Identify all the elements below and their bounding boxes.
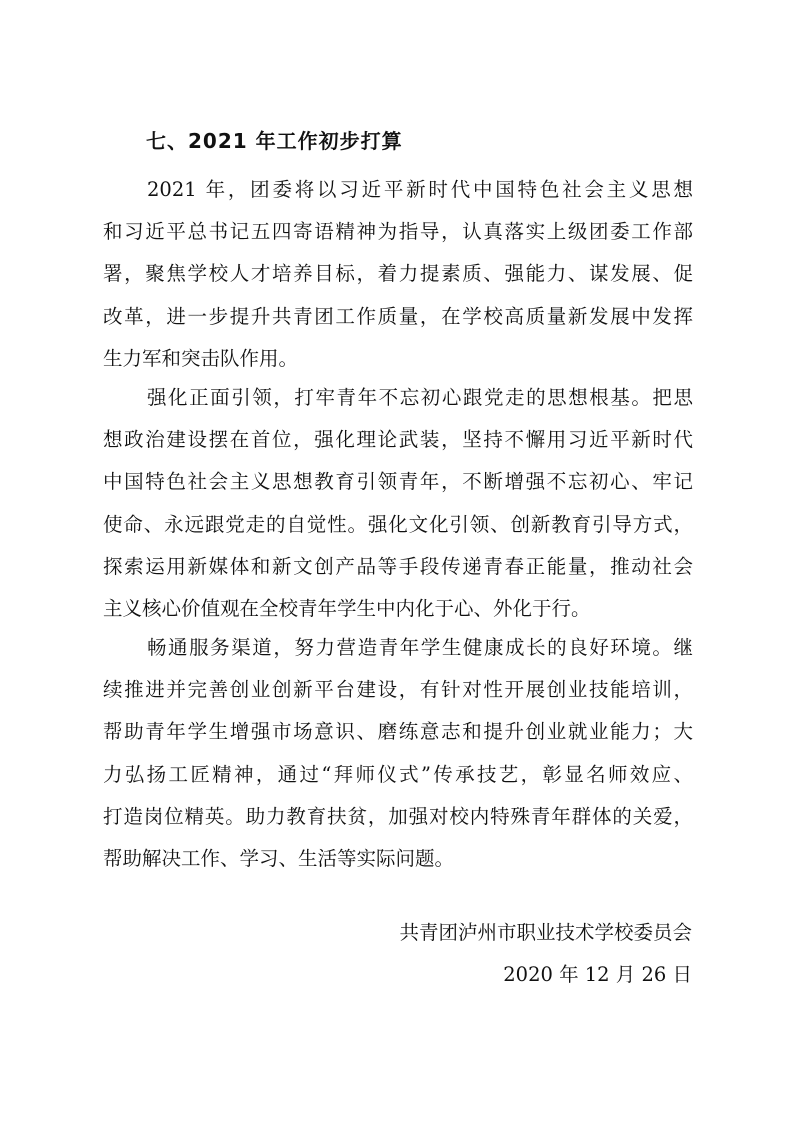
paragraph-line: 帮助青年学生增强市场意识、磨练意志和提升创业就业能力；大 [103,720,693,744]
paragraph-line: 中国特色社会主义思想教育引领青年，不断增强不忘初心、牢记 [103,470,693,494]
signature-organization: 共青团泸州市职业技术学校委员会 [399,921,692,944]
paragraph-2 [103,377,693,630]
paragraph-line: 强化正面引领，打牢青年不忘初心跟党走的思想根基。把思 [147,386,693,409]
signature-date: 2020 年 12 月 26 日 [503,963,692,986]
paragraph-line: 生力军和突击队作用。 [103,346,299,370]
paragraph-1 [103,169,693,380]
paragraph-line: 探索运用新媒体和新文创产品等手段传递青春正能量，推动社会 [103,554,693,578]
paragraph-line: 和习近平总书记五四寄语精神为指导，认真落实上级团委工作部 [103,220,693,244]
paragraph-line: 使命、永远跟党走的自觉性。强化文化引领、创新教育引导方式， [103,512,693,536]
section-heading: 七、2021 年工作初步打算 [146,129,403,153]
paragraph-line: 续推进并完善创业创新平台建设，有针对性开展创业技能培训， [103,678,693,702]
paragraph-line: 帮助解决工作、学习、生活等实际问题。 [103,847,455,871]
paragraph-line: 想政治建设摆在首位，强化理论武装，坚持不懈用习近平新时代 [103,428,693,452]
paragraph-line: 打造岗位精英。助力教育扶贫，加强对校内特殊青年群体的关爱， [103,804,693,828]
paragraph-line: 主义核心价值观在全校青年学生中内化于心、外化于行。 [103,597,591,621]
paragraph-line: 署，聚焦学校人才培养目标，着力提素质、强能力、谋发展、促 [103,262,693,286]
paragraph-line: 2021 年，团委将以习近平新时代中国特色社会主义思想 [147,178,693,201]
paragraph-3 [103,627,693,880]
paragraph-line: 改革，进一步提升共青团工作质量，在学校高质量新发展中发挥 [103,304,693,328]
paragraph-line: 力弘扬工匠精神，通过“拜师仪式”传承技艺，彰显名师效应、 [103,762,693,786]
paragraph-line: 畅通服务渠道，努力营造青年学生健康成长的良好环境。继 [147,636,693,659]
